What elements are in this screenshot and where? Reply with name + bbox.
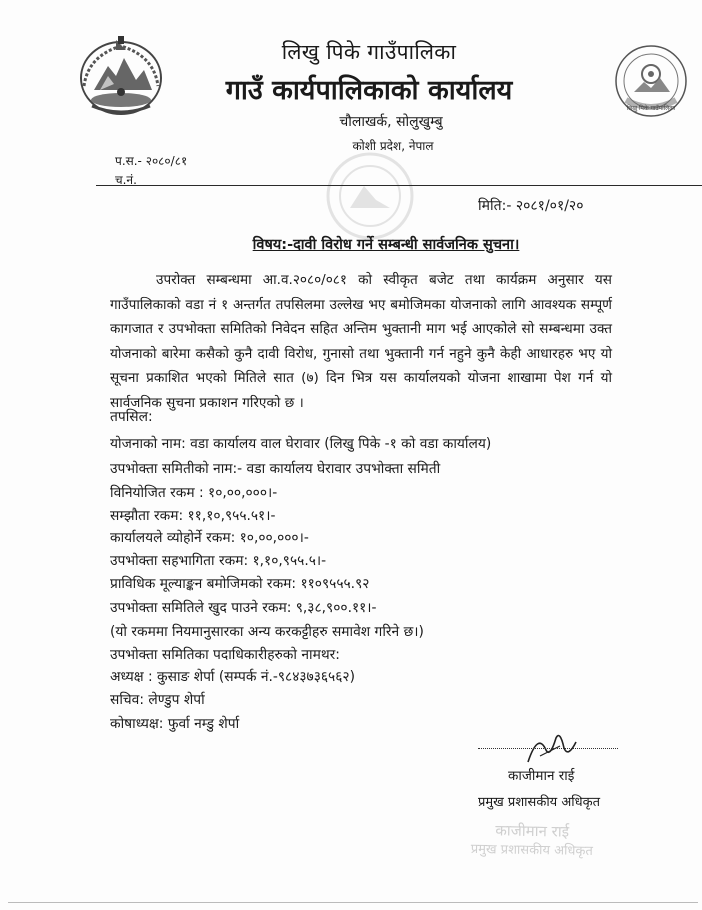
name-stamp (462, 821, 603, 861)
office-province: कोशी प्रदेश, नेपाल (352, 139, 434, 153)
detail-line: अध्यक्ष : कुसाङ शेर्पा (सम्पर्क नं.-९८४३७३६५६२) (110, 669, 355, 685)
signature-line (478, 748, 618, 749)
header-divider (96, 185, 702, 186)
detail-line: उपभोक्ता समितिले खुद पाउने रकम: ९,३८,९००.११।- (110, 600, 377, 616)
detail-line: विनियोजित रकम : १०,००,०००।- (110, 485, 278, 501)
details-heading: तपसिल: (110, 409, 153, 425)
detail-line: उपभोक्ता सहभागिता रकम: १,१०,९५५.५।- (110, 553, 327, 569)
office-title: गाउँ कार्यपालिकाको कार्यालय (225, 75, 513, 106)
watermark-seal-icon (324, 150, 416, 242)
chalani-number: च.नं. (115, 173, 137, 187)
signatory-title: प्रमुख प्रशासकीय अधिकृत (478, 795, 601, 810)
detail-line: सम्झौता रकम: ११,१०,९५५.५१।- (110, 508, 276, 524)
patra-sankhya: प.स.- २०८०/८१ (115, 154, 188, 168)
detail-line: सचिव: लेण्डुप शेर्पा (110, 692, 205, 708)
detail-line: उपभोक्ता समितिका पदाधिकारीहरुको नामथर: (110, 647, 340, 663)
detail-line: कोषाध्यक्ष: फुर्वा नम्डु शेर्पा (110, 716, 240, 732)
letter-date: मिति:- २०८१/०१/२० (478, 198, 584, 214)
seal-text: लिखु पिके गाउँपालिका (626, 105, 676, 112)
letter-subject: विषय:-दावी विरोध गर्ने सम्बन्धी सार्वजनिक सुचना। (252, 237, 520, 253)
office-address: चौलाखर्क, सोलुखुम्बु (339, 114, 443, 130)
page-bottom-edge (8, 902, 698, 903)
detail-line: प्राविधिक मूल्याङ्कन बमोजिमको रकम: ११०९५५५.९२ (110, 576, 370, 592)
stamp-name: काजीमान राई (495, 821, 570, 841)
signatory-name: काजीमान राई (508, 768, 575, 784)
municipality-name: लिखु पिके गाउँपालिका (281, 40, 457, 64)
stamp-title: प्रमुख प्रशासकीय अधिकृत (470, 841, 593, 860)
detail-line: कार्यालयले व्योहोर्ने रकम: १०,००,०००।- (110, 530, 309, 546)
detail-line: (यो रकममा नियमानुसारका अन्य करकट्टीहरु समावेश गरिने छ।) (110, 624, 424, 640)
detail-line: योजनाको नाम: वडा कार्यालय वाल घेरावार (लिखु पिके -१ को वडा कार्यालय) (110, 436, 492, 452)
letter-body: उपरोक्त सम्बन्धमा आ.व.२०८०/०८१ को स्वीकृत बजेट तथा कार्यक्रम अनुसार यस गाउँपालिकाको वडा नं १ अन्तर्गत तपसिलमा उल्लेख भए बमोजिमका योजनाको लागि आवश्यक सम्पूर्ण कागजात र उपभोक्ता समितिको निवेदन सहित अन्तिम भुक्तानी माग भई आएकोले सो सम्बन्धमा उक्त योजनाको बारेमा कसैको कुनै दावी विरोध, गुनासो तथा भुक्तानी गर्न नहुने कुनै केही आधारहरु भए यो सूचना प्रकाशित भएको मितिले सात (७) दिन भित्र यस कार्यालयको योजना शाखामा पेश गर्न यो सार्वजनिक सुचना प्रकाशन गरिएको छ । (110, 272, 612, 411)
detail-line: उपभोक्ता समितीको नाम:- वडा कार्यालय घेरावार उपभोक्ता समिती (110, 461, 441, 477)
